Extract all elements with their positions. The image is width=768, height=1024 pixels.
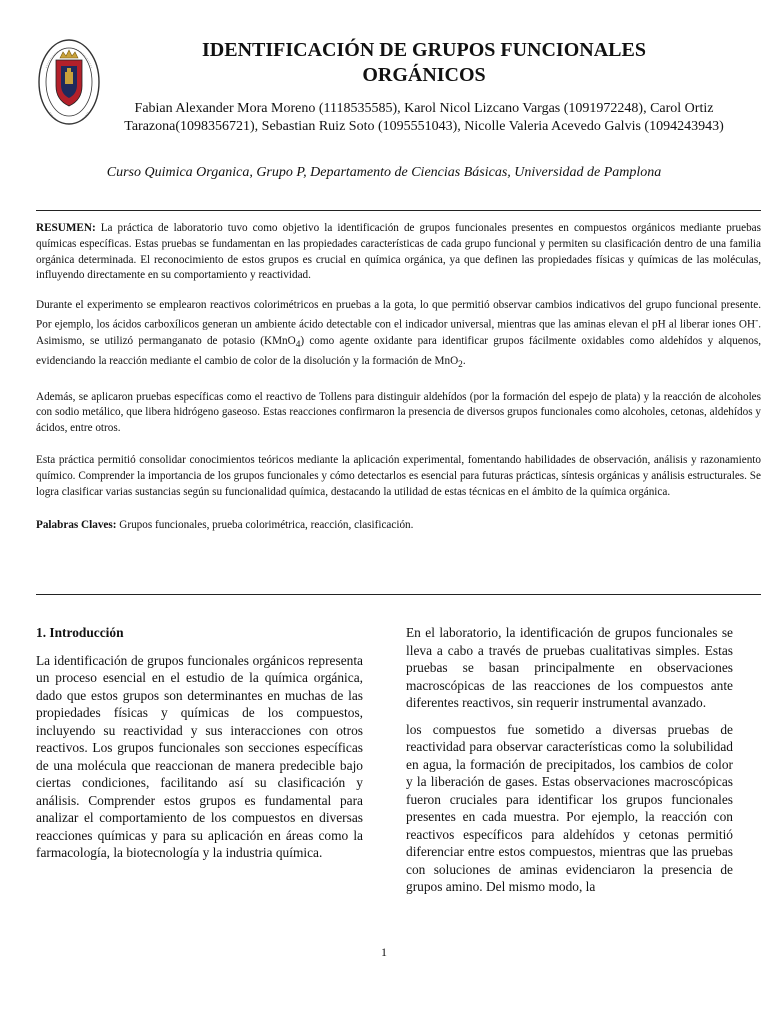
university-seal-logo — [38, 38, 100, 126]
abstract-block — [36, 221, 761, 548]
page-number: 1 — [381, 945, 387, 959]
abstract-paragraph-3: Además, se aplicaron pruebas específicas como el reactivo de Tollens para distinguir aldehídos (por la formación del espejo de plata) y la reacción de alcoholes con sodio metálico, que libera hidrógeno gaseoso. Estas reacciones confirmaron la presencia de diversos grupos funcionales como alcoholes, cetonas, aldehídos y ácidos, entre otros. — [36, 390, 761, 435]
top-divider — [36, 210, 761, 211]
abstract-paragraph-4: Esta práctica permitió consolidar conocimientos teóricos mediante la aplicación experimental, fomentando habilidades de observación, análisis y razonamiento químico. Comprender la importancia de los grupos funcionales y cómo detectarlos es esencial para futuras prácticas, síntesis orgánicas y análisis estructurales. Se logra clasificar varias sustancias según su funcionalidad química, destacando la utilidad de estas técnicas en el ámbito de la química orgánica. — [36, 453, 761, 498]
abstract-paragraph-2: Durante el experimento se emplearon reactivos colorimétricos en pruebas a la gota, lo que permitió observar cambios indicativos del grupo funcional presente. Por ejemplo, los ácidos carboxílicos generan un ambiente ácido detectable con el indicador universal, mientras que las aminas elevan el pH al liberar iones OH-. Asimismo, se utilizó permanganato de potasio (KMnO$_4$) como agente oxidante para identificar grupos fácilmente oxidables como aldehídos y alquenos, evidenciando la reacción mediante el cambio de color de la disolución y la formación de MnO$_2$. — [36, 299, 762, 370]
bottom-divider — [36, 594, 761, 595]
section-heading-introduction: 1. Introducción — [36, 625, 124, 640]
keywords-line: Palabras Claves: Grupos funcionales, prueba colorimétrica, reacción, clasificación. — [36, 519, 414, 532]
abstract-paragraph-1: RESUMEN: La práctica de laboratorio tuvo como objetivo la identificación de grupos funcionales presentes en compuestos orgánicos mediante pruebas químicas específicas. Estas pruebas se fundamentan en las propiedades características de cada grupo funcional y permiten su clasificación dentro de una familia orgánica determinada. El reconocimiento de estos grupos es crucial en química orgánica, ya que definen las propiedades físicas y químicas de las moléculas, influyendo directamente en su comportamiento y reactividad. — [36, 222, 761, 282]
author-list: Fabian Alexander Mora Moreno (1118535585), Karol Nicol Lizcano Vargas (1091972248), Carol Ortiz Tarazona(1098356721), Sebastian Ruiz Soto (1095551043), Nicolle Valeria Acevedo Galvis (1094243943) — [124, 101, 724, 134]
affiliation: Curso Quimica Organica, Grupo P, Departamento de Ciencias Básicas, Universidad de Pamplona — [106, 165, 662, 180]
right-paragraph-1: En el laboratorio, la identificación de grupos funcionales se lleva a cabo a través de pruebas cualitativas simples. Estas pruebas se basan principalmente en observaciones macroscópicas de las reacciones de los compuestos ante diferentes reactivos, sin requerir instrumental avanzado. — [406, 625, 733, 710]
right-column — [406, 624, 733, 905]
intro-paragraph-1: La identificación de grupos funcionales orgánicos representa un proceso esencial en el estudio de la química orgánica, dado que estos grupos son determinantes en muchas de las propiedades físicas y químicas de los compuestos, incluyendo su reactividad y sus interacciones con otros reactivos. Los grupos funcionales son secciones específicas de una molécula que reaccionan de manera predecible bajo ciertas condiciones, facilitando así su clasificación y análisis. Comprender estos grupos es fundamental para analizar el comportamiento de los compuestos en diversas reacciones químicas y para su aplicación en áreas como la farmacología, la biotecnología y la industria química. — [36, 652, 363, 860]
abstract-label: RESUMEN: — [36, 222, 96, 234]
paper-title: IDENTIFICACIÓN DE GRUPOS FUNCIONALES ORGÁNICOS — [202, 39, 646, 86]
keywords-label: Palabras Claves: — [36, 519, 117, 532]
left-column — [36, 624, 363, 871]
right-paragraph-2: los compuestos fue sometido a diversas pruebas de reactividad para observar características como la solubilidad en agua, la formación de precipitados, los cambios de color y la liberación de gases. Estas observaciones macroscópicas fueron cruciales para identificar los grupos funcionales presentes en cada muestra. Por ejemplo, la reacción con reactivos específicos para aldehídos y cetonas permitió diferenciar entre estos compuestos, mientras que las pruebas con soluciones de aminas evidenciaron la presencia de grupos amino. Del mismo modo, la — [406, 721, 733, 894]
